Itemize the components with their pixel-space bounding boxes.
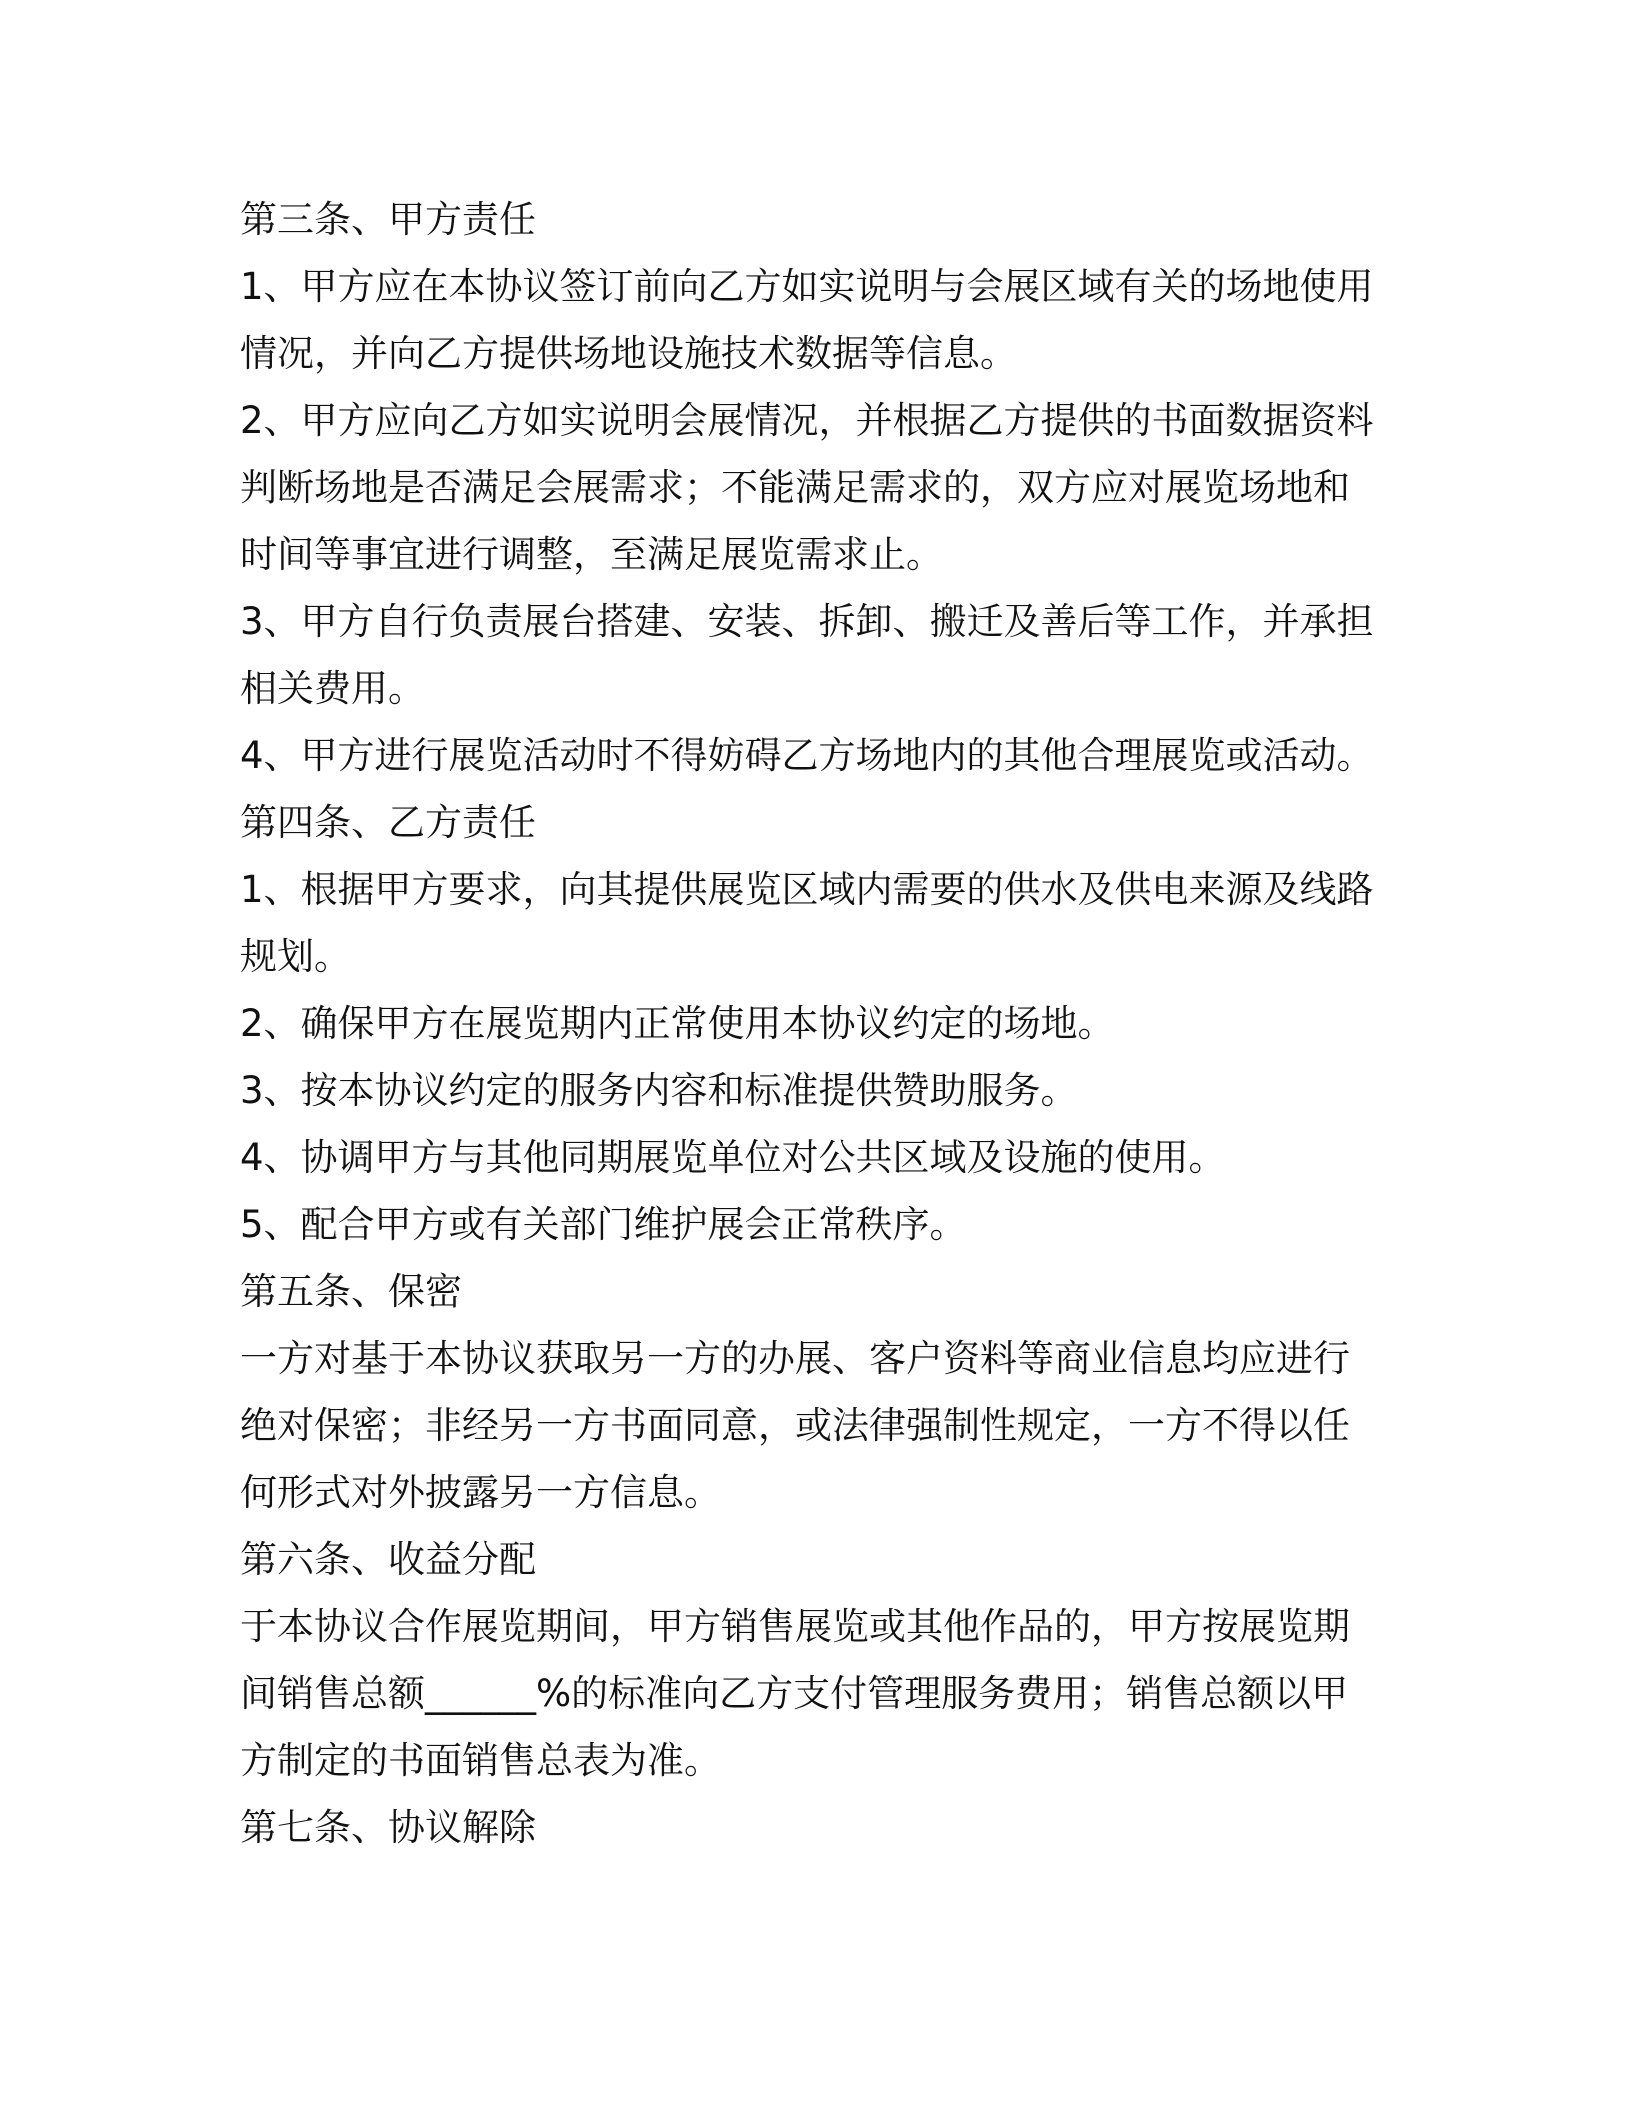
text-line: 4、甲方进行展览活动时不得妨碍乙方场地内的其他合理展览或活动。 (240, 734, 1374, 777)
section-heading-article-3: 第三条、甲方责任 (240, 198, 536, 241)
text-line: 间销售总额______%的标准向乙方支付管理服务费用；销售总额以甲 (240, 1672, 1349, 1715)
text-line: 方制定的书面销售总表为准。 (240, 1739, 721, 1782)
section-heading-article-6: 第六条、收益分配 (240, 1538, 536, 1581)
text-line: 5、配合甲方或有关部门维护展会正常秩序。 (240, 1203, 967, 1246)
text-line: 何形式对外披露另一方信息。 (240, 1471, 721, 1514)
text-line: 1、甲方应在本协议签订前向乙方如实说明与会展区域有关的场地使用 (240, 265, 1374, 308)
text-line: 绝对保密；非经另一方书面同意，或法律强制性规定，一方不得以任 (240, 1404, 1350, 1447)
text-line: 规划。 (240, 935, 351, 978)
text-line: 于本协议合作展览期间，甲方销售展览或其他作品的，甲方按展览期 (240, 1605, 1350, 1648)
text-line: 2、甲方应向乙方如实说明会展情况，并根据乙方提供的书面数据资料 (240, 399, 1374, 442)
text-line: 一方对基于本协议获取另一方的办展、客户资料等商业信息均应进行 (240, 1337, 1350, 1380)
text-line: 3、按本协议约定的服务内容和标准提供赞助服务。 (240, 1069, 1078, 1112)
text-line: 3、甲方自行负责展台搭建、安装、拆卸、搬迁及善后等工作，并承担 (240, 600, 1374, 643)
text-line: 2、确保甲方在展览期内正常使用本协议约定的场地。 (240, 1002, 1115, 1045)
text-line: 时间等事宜进行调整，至满足展览需求止。 (240, 533, 943, 576)
text-line: 判断场地是否满足会展需求；不能满足需求的，双方应对展览场地和 (240, 466, 1350, 509)
section-heading-article-7: 第七条、协议解除 (240, 1806, 536, 1849)
text-line: 1、根据甲方要求，向其提供展览区域内需要的供水及供电来源及线路 (240, 868, 1374, 911)
section-heading-article-4: 第四条、乙方责任 (240, 801, 536, 844)
section-heading-article-5: 第五条、保密 (240, 1270, 462, 1313)
text-line: 4、协调甲方与其他同期展览单位对公共区域及设施的使用。 (240, 1136, 1226, 1179)
text-line: 情况，并向乙方提供场地设施技术数据等信息。 (240, 332, 1017, 375)
text-line: 相关费用。 (240, 667, 425, 710)
document-body (240, 186, 1390, 1861)
